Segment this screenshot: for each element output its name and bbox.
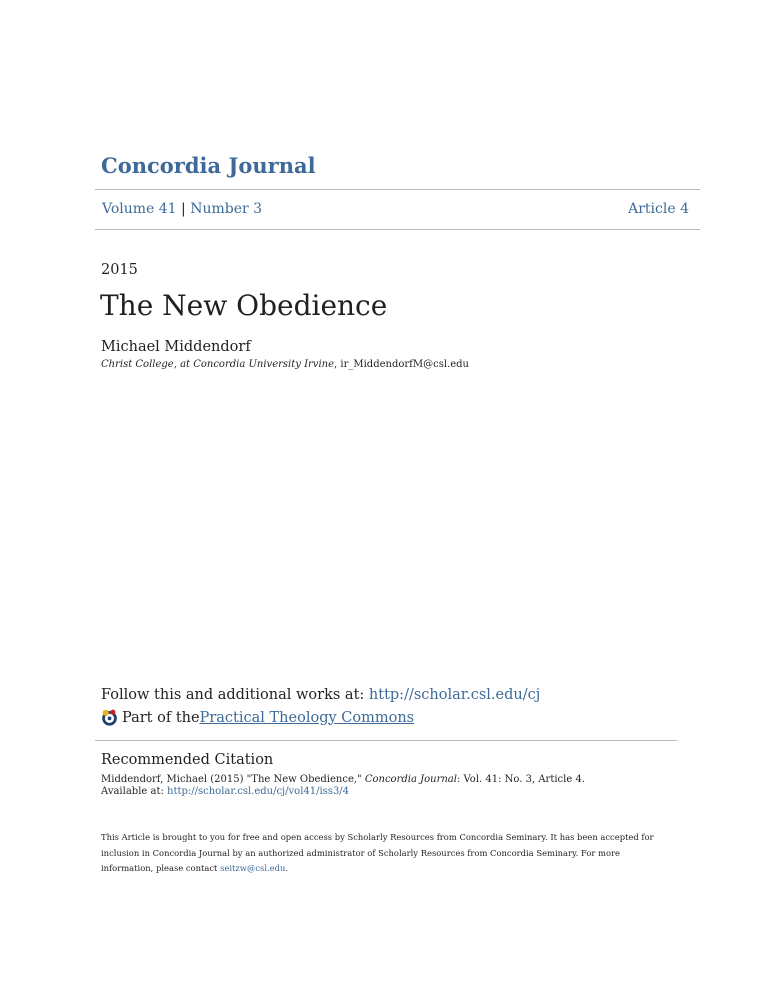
part-of-line [101, 709, 414, 726]
article-link[interactable]: Article 4 [628, 201, 689, 217]
access-disclaimer [101, 830, 661, 877]
journal-title[interactable]: Concordia Journal [101, 153, 316, 178]
number-link[interactable]: Number 3 [190, 201, 263, 217]
affiliation-name: Christ College, at Concordia University Irvine [101, 359, 335, 370]
citation-text [101, 773, 585, 786]
available-prefix: Available at: [101, 786, 168, 797]
header-rule-bottom [95, 229, 700, 230]
disclaimer-end: . [285, 863, 289, 873]
recommended-citation-heading: Recommended Citation [101, 752, 274, 768]
author-name: Michael Middendorf [101, 339, 251, 355]
author-affiliation: Christ College, at Concordia University Irvine, ir_MiddendorfM@csl.edu [101, 359, 469, 370]
follow-line [101, 687, 540, 703]
article-title: The New Obedience [100, 289, 388, 322]
publication-year: 2015 [101, 262, 138, 278]
citation-journal: Concordia Journal [364, 774, 457, 785]
citation-prefix: Middendorf, Michael (2015) "The New Obedience," [101, 774, 365, 785]
article-url-link[interactable]: http://scholar.csl.edu/cj/vol41/iss3/4 [167, 786, 350, 797]
part-prefix: Part of the [122, 709, 200, 726]
disclaimer-text: This Article is brought to you for free and open access by Scholarly Resources from Concordia Seminary. It has been accepted for inclusion in Concordia Journal by an authorized administrator of Scholarly Resources from Concordia Seminary. For more information, please contact [101, 832, 654, 873]
separator: | [181, 201, 186, 217]
commons-link[interactable]: Practical Theology Commons [199, 709, 415, 726]
citation-suffix: : Vol. 41: No. 3, Article 4. [456, 774, 585, 785]
header-rule-top [95, 189, 700, 190]
volume-link[interactable]: Volume 41 [102, 201, 177, 217]
network-icon [101, 709, 118, 726]
author-email: ir_MiddendorfM@csl.edu [340, 359, 469, 370]
volume-number-line [102, 201, 262, 217]
contact-email-link[interactable]: seitzw@csl.edu [220, 863, 286, 873]
follow-prefix: Follow this and additional works at: [101, 687, 369, 703]
citation-rule [95, 740, 677, 741]
collection-link[interactable]: http://scholar.csl.edu/cj [368, 687, 541, 703]
available-at-line [101, 786, 349, 797]
